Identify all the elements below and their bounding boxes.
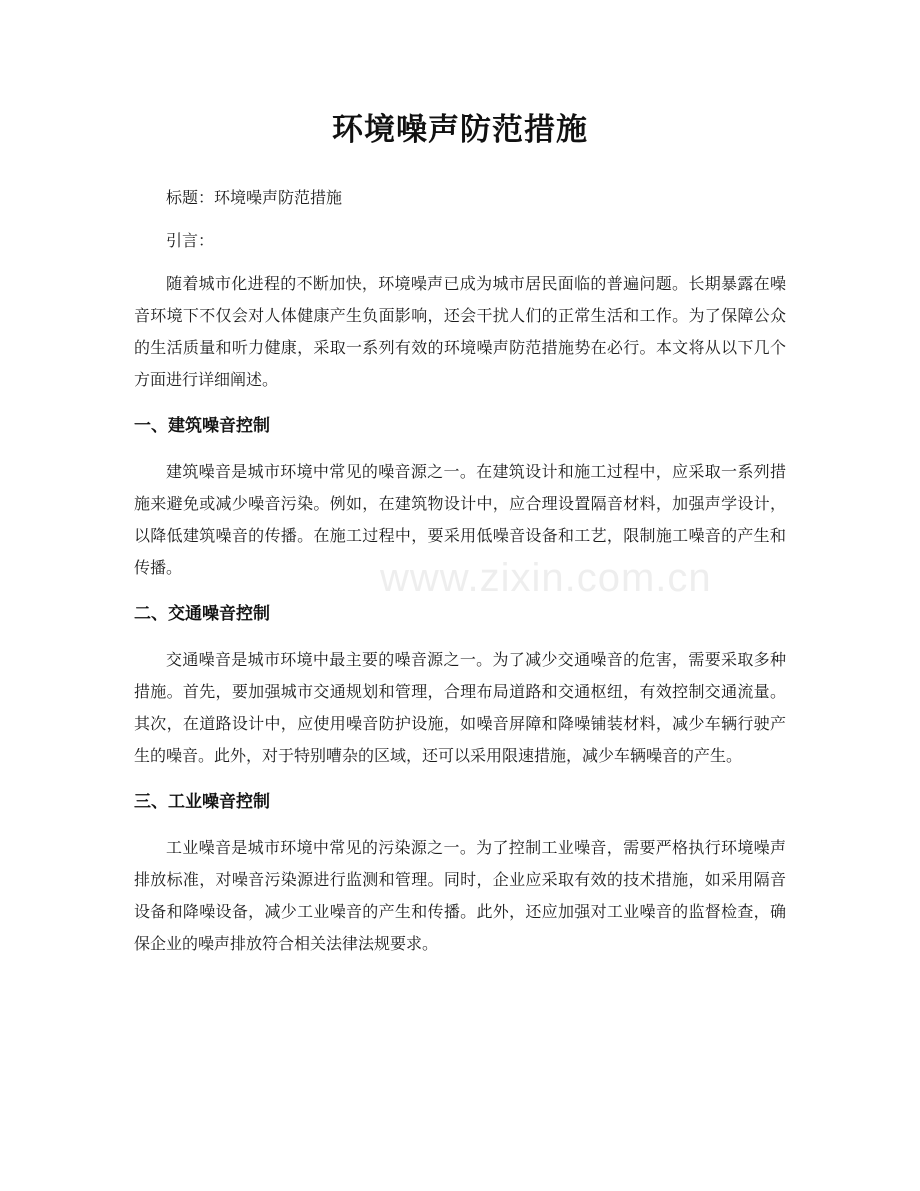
section-heading-industrial: 三、工业噪音控制: [134, 792, 270, 812]
section-heading-building: 一、建筑噪音控制: [134, 416, 270, 436]
section-paragraph-building: 建筑噪音是城市环境中常见的噪音源之一。在建筑设计和施工过程中，应采取一系列措施来避免或减少噪音污染。例如，在建筑物设计中，应合理设置隔音材料，加强声学设计，以降低建筑噪音的传播。在施工过程中，要采用低噪音设备和工艺，限制施工噪音的产生和传播。: [134, 462, 786, 577]
document-title: 环境噪声防范措施: [332, 112, 588, 148]
section-paragraph-industrial: 工业噪音是城市环境中常见的污染源之一。为了控制工业噪音，需要严格执行环境噪声排放标准，对噪音污染源进行监测和管理。同时，企业应采取有效的技术措施，如采用隔音设备和降噪设备，减少工业噪音的产生和传播。此外，还应加强对工业噪音的监督检查，确保企业的噪声排放符合相关法律法规要求。: [134, 838, 786, 953]
watermark: www.zixin.com.cn: [380, 556, 712, 600]
section-heading-traffic: 二、交通噪音控制: [134, 604, 270, 624]
section-paragraph-traffic: 交通噪音是城市环境中最主要的噪音源之一。为了减少交通噪音的危害，需要采取多种措施。首先，要加强城市交通规划和管理，合理布局道路和交通枢纽，有效控制交通流量。其次，在道路设计中，应使用噪音防护设施，如噪音屏障和降噪铺装材料，减少车辆行驶产生的噪音。此外，对于特别嘈杂的区域，还可以采用限速措施，减少车辆噪音的产生。: [134, 650, 786, 765]
document-body: [134, 182, 786, 960]
title-label-line: 标题：环境噪声防范措施: [166, 188, 343, 207]
intro-label: 引言：: [166, 231, 215, 250]
intro-paragraph: 随着城市化进程的不断加快，环境噪声已成为城市居民面临的普遍问题。长期暴露在噪音环境下不仅会对人体健康产生负面影响，还会干扰人们的正常生活和工作。为了保障公众的生活质量和听力健康，采取一系列有效的环境噪声防范措施势在必行。本文将从以下几个方面进行详细阐述。: [134, 274, 786, 389]
